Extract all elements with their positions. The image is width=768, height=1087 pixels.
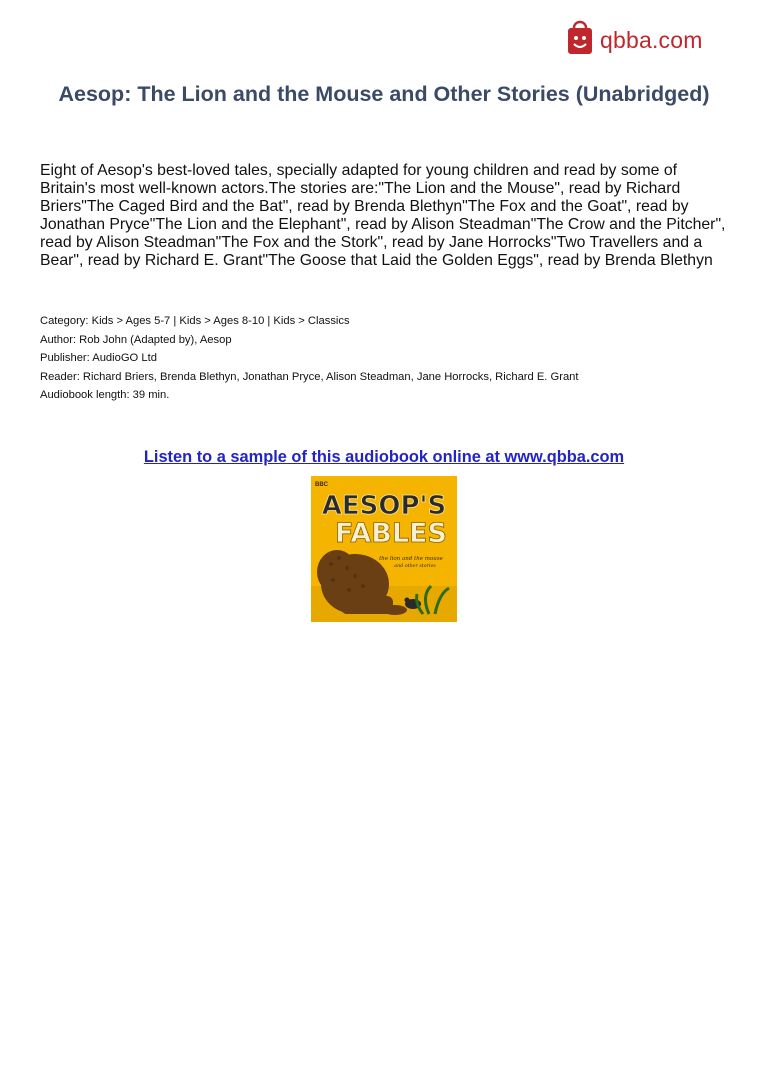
publisher-line: Publisher: AudioGO Ltd — [40, 352, 157, 364]
cover-subtitle-line1: the lion and the mouse — [379, 556, 443, 562]
book-description: Eight of Aesop's best-loved tales, specially adapted for young children and read by some of Britain's most well-known actors.The stories are:"The Lion and the Mouse", read by Richard Briers"The Caged Bird and the Bat", read by Brenda Blethyn"The Fox and the Goat", read by Jonathan Pryce"The Lion and the Elephant", read by Alison Steadman"The Crow and the Pitcher", read by Alison Steadman"The Fox and the Stork", read by Jane Horrocks"Two Travellers and a Bear", read by Richard E. Grant"The Goose that Laid the Golden Eggs", read by Brenda Blethyn — [40, 162, 726, 269]
book-cover-image[interactable] — [311, 476, 457, 622]
author-line: Author: Rob John (Adapted by), Aesop — [40, 333, 232, 346]
sample-link[interactable]: Listen to a sample of this audiobook online at www.qbba.com — [143, 448, 625, 466]
category-line: Category: Kids > Ages 5-7 | Kids > Ages 8-10 | Kids > Classics — [40, 315, 350, 327]
cover-title-line1: AESOP'S — [321, 491, 447, 521]
cover-title-line2: FABLES — [335, 518, 447, 549]
shopping-bag-icon — [566, 16, 594, 56]
cover-badge: BBC — [315, 482, 328, 488]
book-title: Aesop: The Lion and the Mouse and Other Stories (Unabridged) — [58, 82, 710, 106]
book-metadata — [40, 312, 730, 405]
reader-line: Reader: Richard Briers, Brenda Blethyn, Jonathan Pryce, Alison Steadman, Jane Horrocks, Richard E. Grant — [40, 370, 579, 383]
qbba-logo[interactable] — [566, 14, 703, 58]
logo-text: qbba.com — [600, 26, 703, 53]
cover-subtitle-line2: and other stories — [394, 564, 436, 569]
length-line: Audiobook length: 39 min. — [40, 389, 170, 401]
